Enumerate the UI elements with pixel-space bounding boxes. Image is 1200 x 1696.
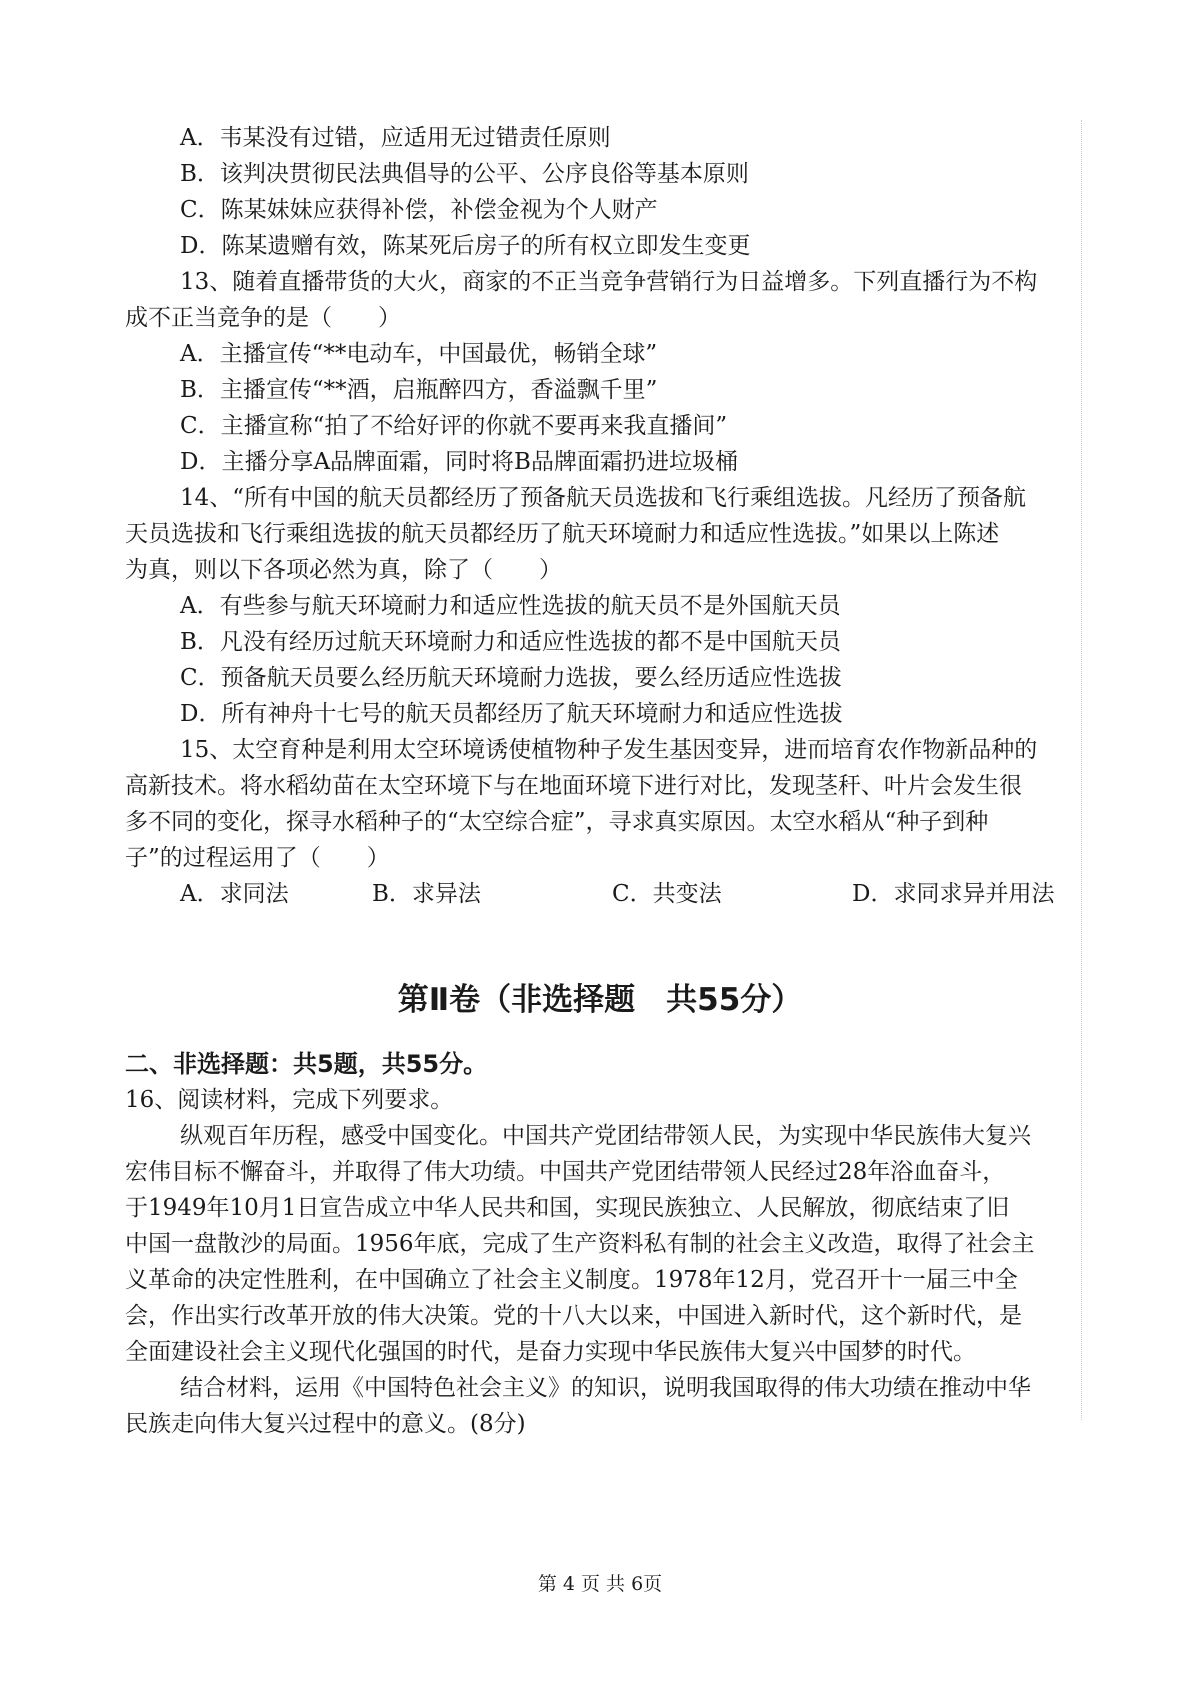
q16-para-line7: 全面建设社会主义现代化强国的时代，是奋力实现中华民族伟大复兴中国梦的时代。	[125, 1339, 976, 1365]
q16-task-line2: 民族走向伟大复兴过程中的意义。(8分)	[125, 1411, 526, 1437]
q16-para-line6: 会，作出实行改革开放的伟大决策。党的十八大以来，中国进入新时代，这个新时代，是	[125, 1303, 1022, 1329]
q16-para-line2: 宏伟目标不懈奋斗，并取得了伟大功绩。中国共产党团结带领人民经过28年浴血奋斗，	[125, 1159, 1006, 1185]
q15-stem-line4: 子”的过程运用了（ ）	[125, 845, 390, 871]
q13-stem-line1: 13、随着直播带货的大火，商家的不正当竞争营销行为日益增多。下列直播行为不构	[180, 269, 1038, 295]
q14-stem-line3: 为真，则以下各项必然为真，除了（ ）	[125, 557, 562, 583]
q15-option-c: C．共变法	[612, 881, 722, 907]
q16-stem: 16、阅读材料，完成下列要求。	[125, 1087, 454, 1113]
q14-option-c: C．预备航天员要么经历航天环境耐力选拔，要么经历适应性选拔	[180, 665, 842, 691]
q12-option-d: D．陈某遗赠有效，陈某死后房子的所有权立即发生变更	[180, 233, 751, 259]
q14-option-d: D．所有神舟十七号的航天员都经历了航天环境耐力和适应性选拔	[180, 701, 843, 727]
q14-stem-line1: 14、“所有中国的航天员都经历了预备航天员选拔和飞行乘组选拔。凡经历了预备航	[180, 485, 1027, 511]
q15-option-b: B．求异法	[372, 881, 481, 907]
q16-para-line3: 于1949年10月1日宣告成立中华人民共和国，实现民族独立、人民解放，彻底结束了旧	[125, 1195, 1010, 1221]
q13-option-d: D．主播分享A品牌面霜，同时将B品牌面霜扔进垃圾桶	[180, 449, 738, 475]
q13-option-a: A．主播宣传“**电动车，中国最优，畅销全球”	[180, 341, 658, 367]
q15-option-d: D．求同求异并用法	[852, 881, 1055, 907]
q16-para-line5: 义革命的决定性胜利，在中国确立了社会主义制度。1978年12月，党召开十一届三中全	[125, 1267, 1018, 1293]
q15-stem-line3: 多不同的变化，探寻水稻种子的“太空综合症”，寻求真实原因。太空水稻从“种子到种	[125, 809, 989, 835]
q12-option-a: A．韦某没有过错，应适用无过错责任原则	[180, 125, 611, 151]
section2-title: 二、非选择题：共5题，共55分。	[125, 1050, 488, 1078]
q14-option-b: B．凡没有经历过航天环境耐力和适应性选拔的都不是中国航天员	[180, 629, 841, 655]
part2-title: 第Ⅱ卷（非选择题 共55分）	[397, 982, 803, 1018]
q15-option-a: A．求同法	[180, 881, 289, 907]
q15-stem-line2: 高新技术。将水稻幼苗在太空环境下与在地面环境下进行对比，发现茎秆、叶片会发生很	[125, 773, 1022, 799]
q16-task-line1: 结合材料，运用《中国特色社会主义》的知识，说明我国取得的伟大功绩在推动中华	[180, 1375, 1031, 1401]
q12-option-b: B．该判决贯彻民法典倡导的公平、公序良俗等基本原则	[180, 161, 749, 187]
q15-options-row	[0, 876, 1200, 912]
q15-stem-line1: 15、太空育种是利用太空环境诱使植物种子发生基因变异，进而培育农作物新品种的	[180, 737, 1038, 763]
q13-option-b: B．主播宣传“**酒，启瓶醉四方，香溢飘千里”	[180, 377, 658, 403]
q16-para-line1: 纵观百年历程，感受中国变化。中国共产党团结带领人民，为实现中华民族伟大复兴	[180, 1123, 1031, 1149]
q13-option-c: C．主播宣称“拍了不给好评的你就不要再来我直播间”	[180, 413, 728, 439]
q14-stem-line2: 天员选拔和飞行乘组选拔的航天员都经历了航天环境耐力和适应性选拔。”如果以上陈述	[125, 521, 1000, 547]
q14-option-a: A．有些参与航天环境耐力和适应性选拔的航天员不是外国航天员	[180, 593, 841, 619]
q12-option-c: C．陈某妹妹应获得补偿，补偿金视为个人财产	[180, 197, 658, 223]
q16-para-line4: 中国一盘散沙的局面。1956年底，完成了生产资料私有制的社会主义改造，取得了社会主	[125, 1231, 1035, 1257]
q13-stem-line2: 成不正当竞争的是（ ）	[125, 305, 401, 331]
page-footer: 第 4 页 共 6页	[537, 1573, 663, 1595]
